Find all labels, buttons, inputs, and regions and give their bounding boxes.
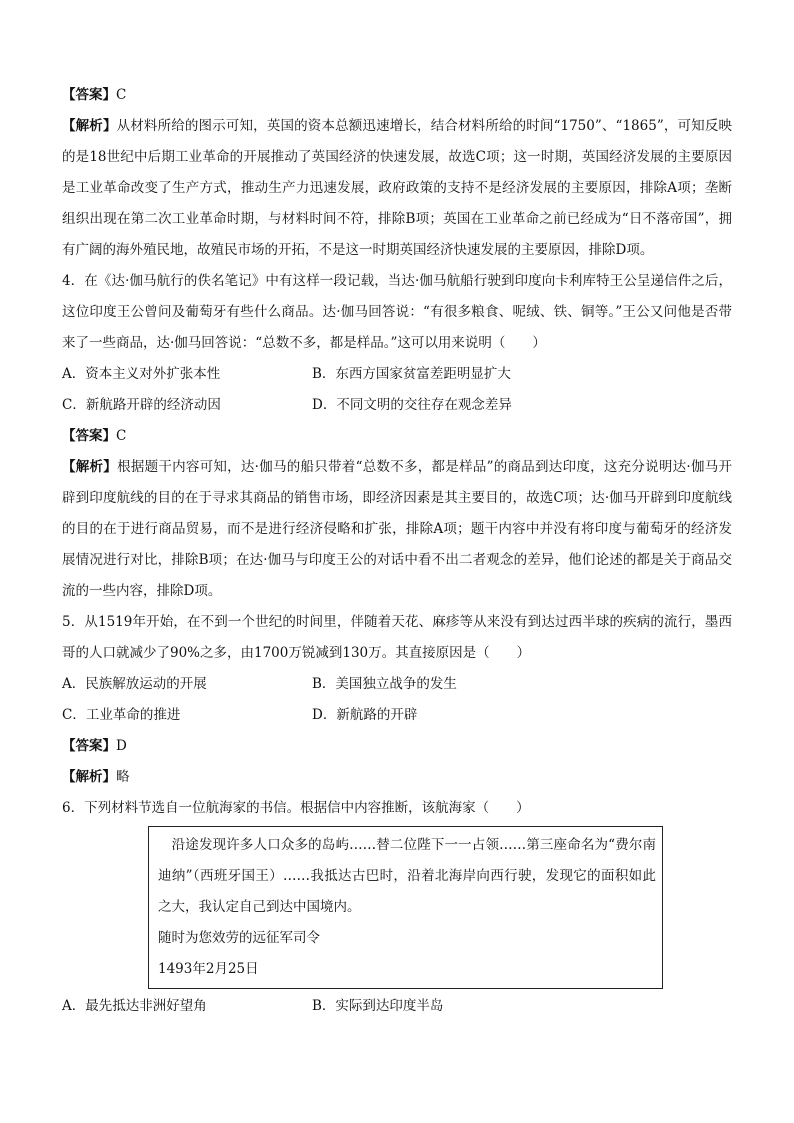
question-6: 6．下列材料节选自一位航海家的书信。根据信中内容推断，该航海家（ ）	[62, 800, 530, 816]
options-row	[62, 700, 732, 731]
option-d: D．不同文明的交往存在观念差异	[312, 397, 512, 413]
answer-value: C	[116, 428, 127, 444]
analysis-label: 【解析】	[62, 459, 118, 475]
page-content	[62, 80, 732, 1022]
option-a: A．民族解放运动的开展	[62, 676, 207, 692]
analysis-text: 根据题干内容可知，达·伽马的船只带着“总数不多，都是样品”的商品到达印度，这充分说明达·伽马开辟到印度航线的目的在于寻求其商品的销售市场，即经济因素是其主要目的，故选C项；达·伽马开辟到印度航线的目的在于进行商品贸易，而不是进行经济侵略和扩张，排除A项；题干内容中并没有将印度与葡萄牙的经济发展情况进行对比，排除B项；在达·伽马与印度王公的对话中看不出二者观念的差异，他们论述的都是关于商品交流的一些内容，排除D项。	[62, 459, 733, 599]
analysis-label: 【解析】	[62, 118, 117, 134]
option-c: C．工业革命的推进	[62, 707, 181, 723]
analysis-text: 从材料所给的图示可知，英国的资本总额迅速增长，结合材料所给的时间“1750”、“1865”，可知反映的是18世纪中后期工业革命的开展推动了英国经济的快速发展，故选C项；这一时期，英国经济发展的主要原因是工业革命改变了生产方式，推动生产力迅速发展，政府政策的支持不是经济发展的主要原因，排除A项；垄断组织出现在第二次工业革命时期，与材料时间不符，排除B项；英国在工业革命之前已经成为“日不落帝国”，拥有广阔的海外殖民地，故殖民市场的开拓，不是这一时期英国经济快速发展的主要原因，排除D项。	[62, 118, 732, 258]
analysis-paragraph	[62, 452, 732, 607]
option-a: A．最先抵达非洲好望角	[62, 998, 207, 1014]
option-b: B．实际到达印度半岛	[312, 998, 444, 1014]
options-row	[62, 991, 732, 1022]
option-c: C．新航路开辟的经济动因	[62, 397, 221, 413]
analysis-paragraph	[62, 111, 732, 266]
question-4: 4．在《达·伽马航行的佚名笔记》中有这样一段记载，当达·伽马航船行驶到印度向卡利库特王公呈递信件之后，这位印度王公曾问及葡萄牙有些什么商品。达·伽马回答说：“有很多粮食、呢绒、铁、铜等。”王公又问他是否带来了一些商品，达·伽马回答说：“总数不多，都是样品。”这可以用来说明（ ）	[62, 273, 732, 351]
option-a: A．资本主义对外扩张本性	[62, 366, 221, 382]
answer-line	[62, 421, 732, 452]
options-row	[62, 359, 732, 390]
quote-body: 沿途发现许多人口众多的岛屿……替二位陛下一一占领……第三座命名为“费尔南迪纳”（西班牙国王）……我抵达古巴时，沿着北海岸向西行驶，发现它的面积如此之大，我认定自己到达中国境内。	[158, 837, 656, 915]
analysis-text: 略	[116, 769, 130, 785]
answer-line	[62, 731, 732, 762]
answer-value: C	[116, 87, 127, 103]
options-row	[62, 390, 732, 421]
quote-date: 1493年2月25日	[158, 961, 259, 977]
option-d: D．新航路的开辟	[312, 707, 418, 723]
analysis-paragraph	[62, 762, 732, 793]
answer-value: D	[116, 738, 127, 754]
question-5: 5．从1519年开始，在不到一个世纪的时间里，伴随着天花、麻疹等从来没有到达过西半球的疾病的流行，墨西哥的人口就减少了90%之多，由1700万锐减到130万。其直接原因是（ ）	[62, 614, 732, 661]
option-b: B．美国独立战争的发生	[312, 676, 457, 692]
option-b: B．东西方国家贫富差距明显扩大	[312, 366, 511, 382]
answer-label: 【答案】	[62, 738, 116, 754]
options-row	[62, 669, 732, 700]
answer-line	[62, 80, 732, 111]
answer-label: 【答案】	[62, 87, 116, 103]
quote-signature: 随时为您效劳的远征军司令	[158, 930, 320, 946]
analysis-label: 【解析】	[62, 769, 116, 785]
material-quote-box	[148, 826, 663, 989]
answer-label: 【答案】	[62, 428, 116, 444]
